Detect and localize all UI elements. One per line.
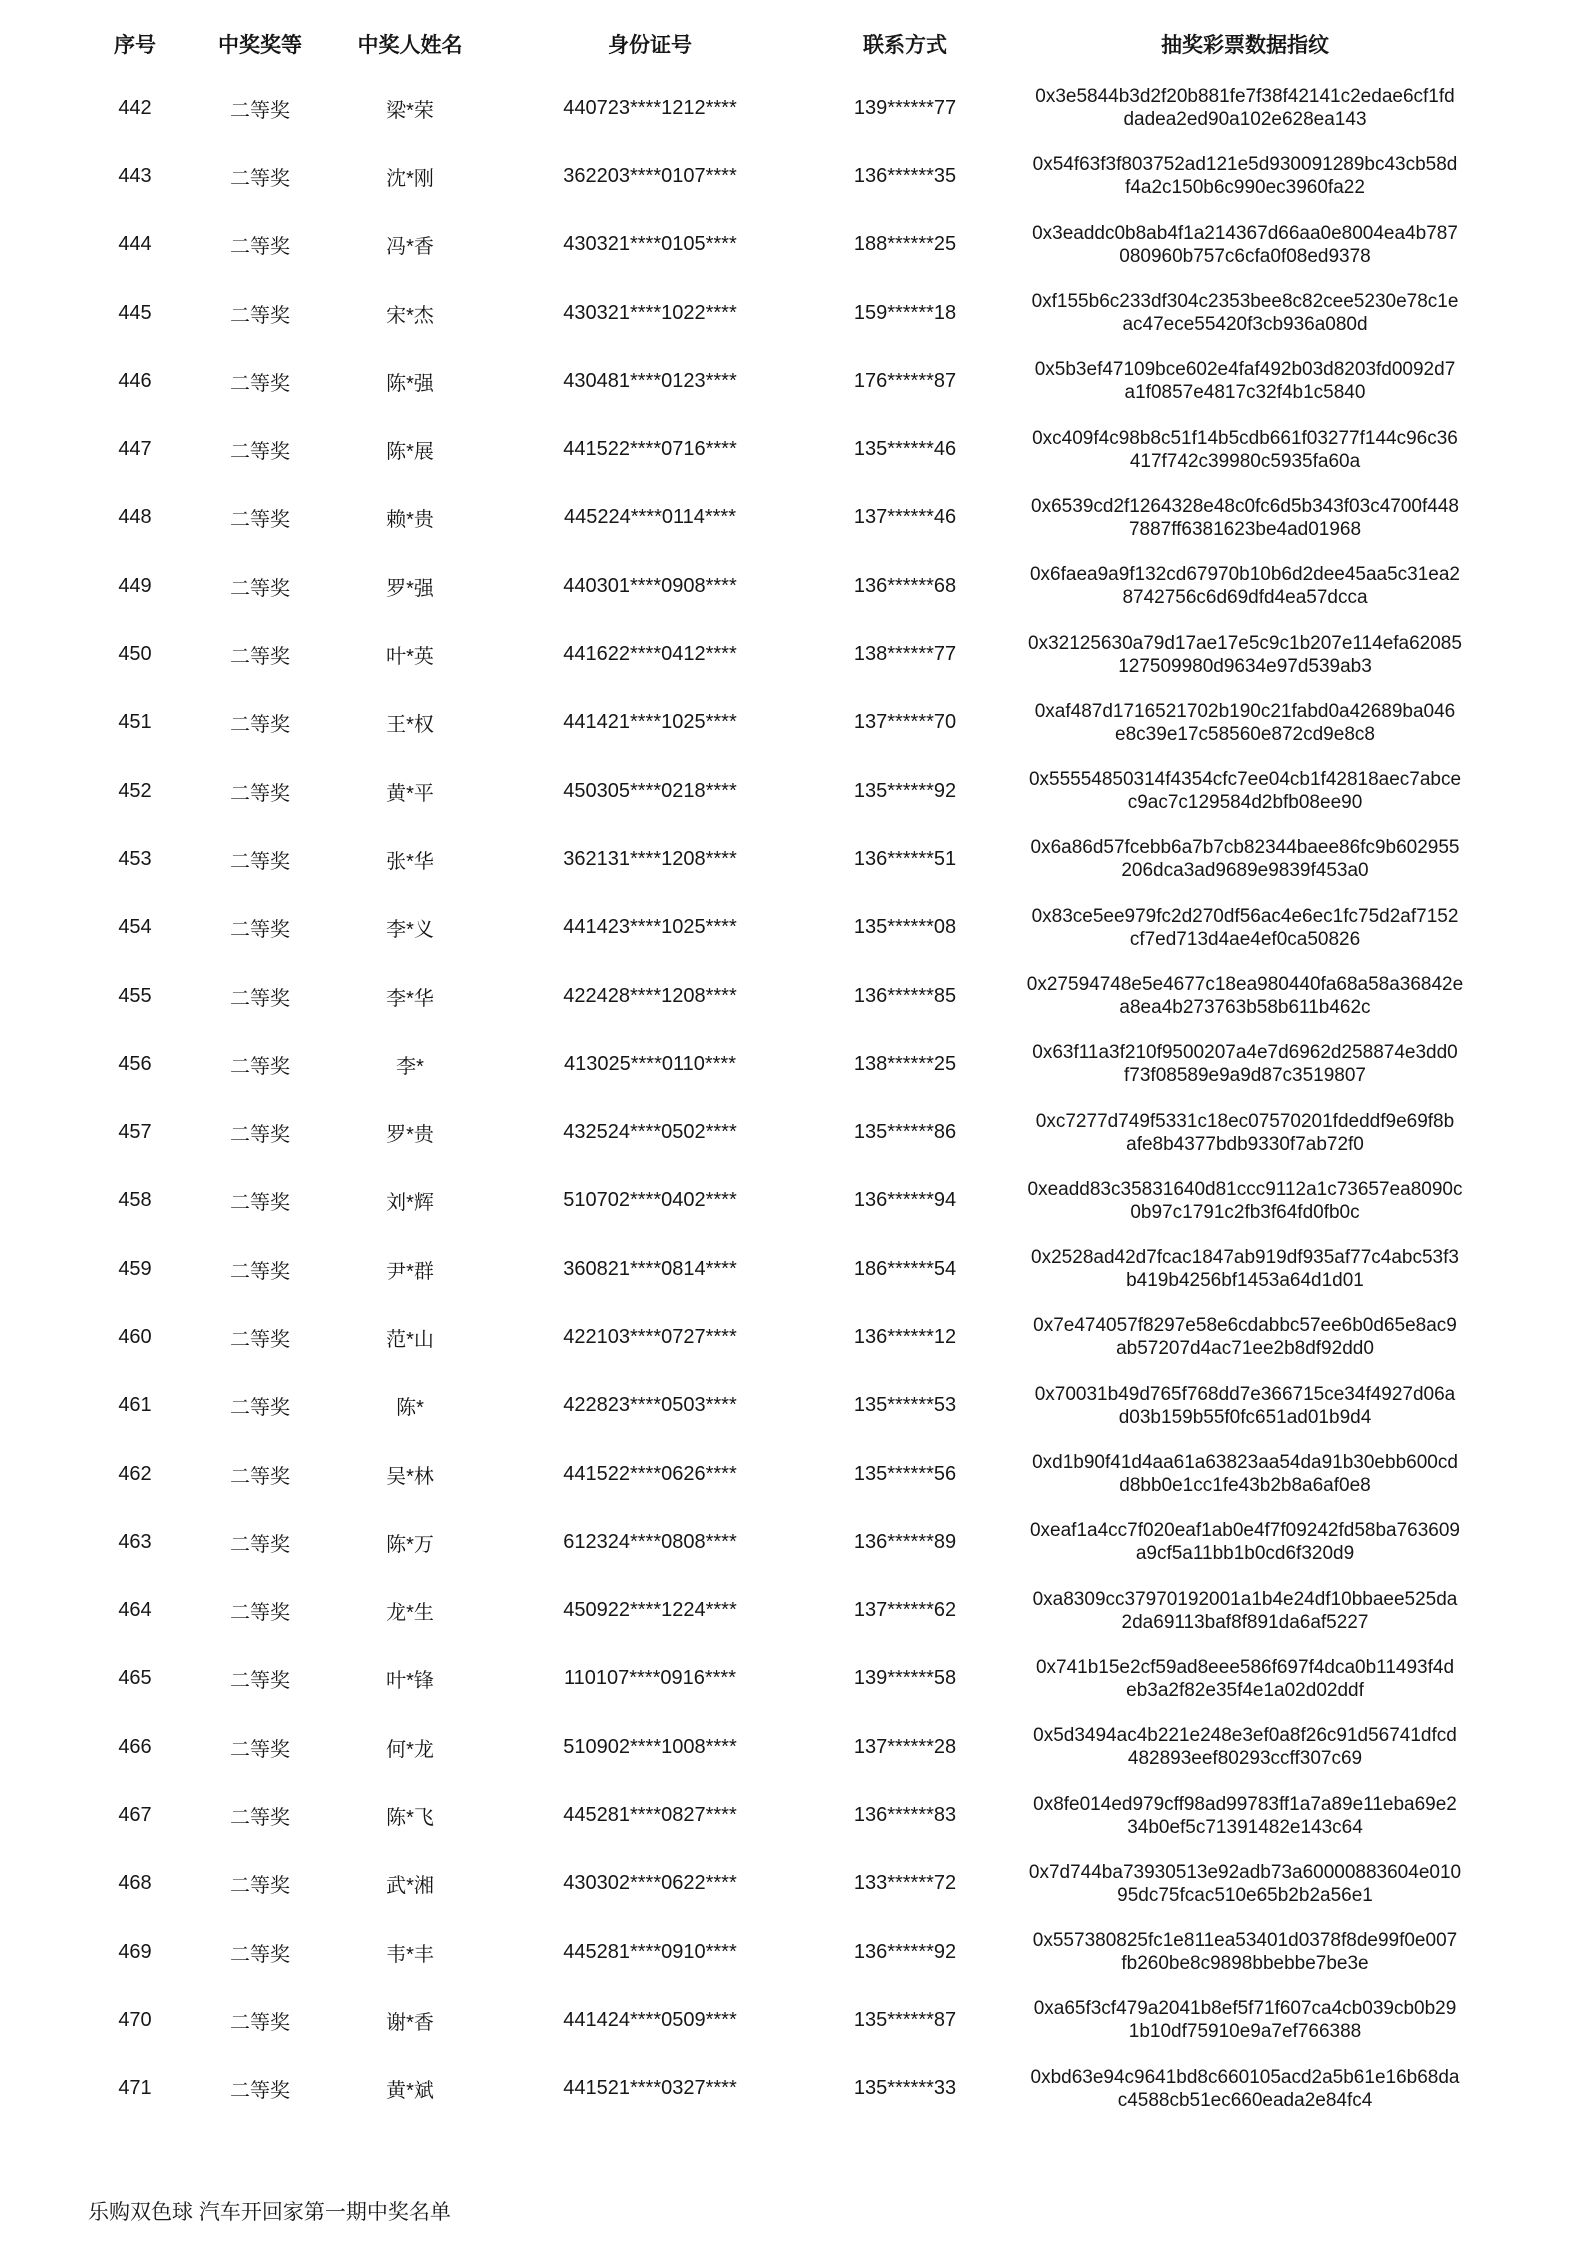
ticket-fingerprint-cell [1020, 1440, 1470, 1508]
serial-number-cell: 459 [118, 1257, 152, 1280]
ticket-fingerprint-cell [1020, 1235, 1470, 1303]
ticket-fingerprint-cell [1020, 142, 1470, 210]
ticket-fingerprint-line: a9cf5a11bb1b0cd6f320d9 [1135, 1543, 1355, 1565]
contact-cell: 138******25 [853, 1052, 957, 1075]
ticket-fingerprint-line: eb3a2f82e35f4e1a02d02ddf [1126, 1679, 1364, 1701]
winner-name-cell: 吴*林 [386, 1465, 434, 1488]
winner-name-cell: 张*华 [386, 850, 434, 873]
ticket-fingerprint-line: 0x6a86d57fcebb6a7b7cb82344baee86fc9b602955 [1030, 837, 1460, 859]
ticket-fingerprint-cell [1020, 1713, 1470, 1781]
ticket-fingerprint-cell [1020, 1508, 1470, 1576]
prize-level-cell: 二等奖 [230, 646, 290, 669]
prize-level-cell: 二等奖 [230, 236, 290, 259]
id-number-cell: 110107****0916**** [563, 1667, 736, 1690]
contact-cell: 159******18 [853, 301, 957, 324]
table-row [60, 211, 1470, 279]
ticket-fingerprint-line: f4a2c150b6c990ec3960fa22 [1125, 177, 1365, 199]
contact-cell: 136******85 [853, 984, 957, 1007]
ticket-fingerprint-line: 0x63f11a3f210f9500207a4e7d6962d258874e3dd0 [1032, 1042, 1458, 1064]
ticket-fingerprint-line: d8bb0e1cc1fe43b2b8a6af0e8 [1119, 1475, 1371, 1497]
winner-name-cell: 陈*展 [386, 441, 434, 464]
serial-number-cell: 465 [118, 1667, 152, 1690]
id-number-cell: 430321****1022**** [563, 301, 737, 324]
serial-number-cell: 449 [118, 574, 152, 597]
ticket-fingerprint-cell [1020, 894, 1470, 962]
contact-cell: 135******87 [853, 2008, 957, 2031]
ticket-fingerprint-line: afe8b4377bdb9330f7ab72f0 [1126, 1133, 1364, 1155]
ticket-fingerprint-line: 0x6faea9a9f132cd67970b10b6d2dee45aa5c31ea2 [1029, 564, 1461, 586]
prize-level-cell: 二等奖 [230, 1328, 290, 1351]
winners-table-header [60, 14, 1470, 74]
ticket-fingerprint-cell [1020, 1303, 1470, 1371]
contact-cell: 135******08 [853, 916, 957, 939]
id-number-cell: 445281****0910**** [563, 1940, 737, 1963]
serial-number-cell: 450 [118, 643, 152, 666]
contact-cell: 136******92 [853, 1940, 957, 1963]
serial-number-cell: 448 [118, 506, 152, 529]
winners-table-body [60, 74, 1470, 2123]
prize-level-cell: 二等奖 [230, 850, 290, 873]
serial-number-cell: 469 [118, 1940, 152, 1963]
serial-number-cell: 443 [118, 164, 152, 187]
contact-cell: 138******77 [853, 643, 957, 666]
prize-level-cell: 二等奖 [230, 372, 290, 395]
contact-cell: 188******25 [853, 233, 957, 256]
ticket-fingerprint-line: 0x7d744ba73930513e92adb73a60000883604e010 [1028, 1861, 1462, 1883]
id-number-cell: 362203****0107**** [563, 164, 737, 187]
serial-number-cell: 458 [118, 1189, 152, 1212]
table-row [60, 1508, 1470, 1576]
serial-number-cell: 470 [118, 2008, 152, 2031]
ticket-fingerprint-line: 0x32125630a79d17ae17e5c9c1b207e114efa62085 [1028, 632, 1462, 654]
id-number-cell: 413025****0110**** [563, 1052, 736, 1075]
ticket-fingerprint-line: 95dc75fcac510e65b2b2a56e1 [1117, 1884, 1373, 1906]
ticket-fingerprint-line: c4588cb51ec660eada2e84fc4 [1117, 2089, 1373, 2111]
footer-list-title: 乐购双色球 汽车开回家第一期中奖名单 [88, 2201, 451, 2224]
prize-level-cell: 二等奖 [230, 577, 290, 600]
header-prize-level: 中奖奖等 [218, 34, 302, 57]
prize-level-cell: 二等奖 [230, 1397, 290, 1420]
winner-name-cell: 何*龙 [386, 1738, 434, 1761]
prize-level-cell: 二等奖 [230, 714, 290, 737]
ticket-fingerprint-line: d03b159b55f0fc651ad01b9d4 [1118, 1406, 1372, 1428]
winner-name-cell: 沈*刚 [386, 167, 434, 190]
header-row [60, 14, 1470, 74]
winner-name-cell: 宋*杰 [386, 304, 434, 327]
id-number-cell: 432524****0502**** [563, 1121, 737, 1144]
id-number-cell: 612324****0808**** [563, 1530, 737, 1553]
ticket-fingerprint-cell [1020, 1850, 1470, 1918]
serial-number-cell: 446 [118, 369, 152, 392]
ticket-fingerprint-cell [1020, 1781, 1470, 1849]
table-row [60, 1850, 1470, 1918]
contact-cell: 133******72 [853, 1872, 957, 1895]
ticket-fingerprint-line: 0xaf487d1716521702b190c21fabd0a42689ba046 [1034, 700, 1456, 722]
prize-level-cell: 二等奖 [230, 919, 290, 942]
contact-cell: 136******83 [853, 1804, 957, 1827]
contact-cell: 135******56 [853, 1462, 957, 1485]
table-row [60, 279, 1470, 347]
prize-level-cell: 二等奖 [230, 1738, 290, 1761]
ticket-fingerprint-line: 0x5d3494ac4b221e248e3ef0a8f26c91d56741dfcd [1033, 1725, 1457, 1747]
ticket-fingerprint-line: 0xf155b6c233df304c2353bee8c82cee5230e78c1e [1031, 291, 1459, 313]
serial-number-cell: 455 [118, 984, 152, 1007]
ticket-fingerprint-cell [1020, 825, 1470, 893]
winner-name-cell: 尹*群 [386, 1260, 434, 1283]
table-row [60, 1167, 1470, 1235]
ticket-fingerprint-line: 0x8fe014ed979cff98ad99783ff1a7a89e11eba69e2 [1033, 1793, 1457, 1815]
ticket-fingerprint-line: a8ea4b273763b58b611b462c [1119, 997, 1371, 1018]
ticket-fingerprint-line: 2da69113baf8f891da6af5227 [1121, 1611, 1369, 1633]
ticket-fingerprint-cell [1020, 1577, 1470, 1645]
ticket-fingerprint-line: 0x70031b49d765f768dd7e366715ce34f4927d06a [1034, 1383, 1456, 1405]
prize-level-cell: 二等奖 [230, 1943, 290, 1966]
table-row [60, 1577, 1470, 1645]
ticket-fingerprint-line: 0xeaf1a4cc7f020eaf1ab0e4f7f09242fd58ba763609 [1029, 1520, 1460, 1542]
id-number-cell: 430481****0123**** [563, 369, 737, 392]
winners-table [60, 14, 1470, 2123]
ticket-fingerprint-line: 0x27594748e5e4677c18ea980440fa68a58a36842e [1026, 974, 1464, 995]
ticket-fingerprint-cell [1020, 552, 1470, 620]
ticket-fingerprint-line: 0x2528ad42d7fcac1847ab919df935af77c4abc53f3 [1031, 1247, 1459, 1269]
ticket-fingerprint-line: 206dca3ad9689e9839f453a0 [1121, 860, 1369, 882]
table-row [60, 1781, 1470, 1849]
header-serial-number: 序号 [114, 34, 156, 57]
ticket-fingerprint-line: 0x5b3ef47109bce602e4faf492b03d8203fd0092d7 [1034, 359, 1456, 381]
contact-cell: 136******94 [853, 1189, 957, 1212]
serial-number-cell: 454 [118, 916, 152, 939]
ticket-fingerprint-line: 0x557380825fc1e811ea53401d0378f8de99f0e007 [1032, 1930, 1458, 1952]
table-row [60, 689, 1470, 757]
winner-name-cell: 陈*飞 [386, 1807, 434, 1830]
contact-cell: 136******68 [853, 574, 957, 597]
prize-level-cell: 二等奖 [230, 1602, 290, 1625]
prize-level-cell: 二等奖 [230, 987, 290, 1010]
ticket-fingerprint-cell [1020, 1986, 1470, 2054]
contact-cell: 137******46 [853, 506, 957, 529]
ticket-fingerprint-cell [1020, 1167, 1470, 1235]
ticket-fingerprint-cell [1020, 279, 1470, 347]
ticket-fingerprint-line: 8742756c6d69dfd4ea57dcca [1122, 587, 1368, 609]
winner-name-cell: 赖*贵 [386, 509, 434, 532]
ticket-fingerprint-line: f73f08589e9a9d87c3519807 [1124, 1065, 1366, 1087]
table-row [60, 894, 1470, 962]
prize-level-cell: 二等奖 [230, 1192, 290, 1215]
ticket-fingerprint-cell [1020, 484, 1470, 552]
ticket-fingerprint-line: e8c39e17c58560e872cd9e8c8 [1115, 723, 1375, 745]
contact-cell: 139******77 [853, 96, 957, 119]
contact-cell: 135******46 [853, 438, 957, 461]
winner-name-cell: 龙*生 [386, 1602, 434, 1625]
serial-number-cell: 464 [118, 1599, 152, 1622]
ticket-fingerprint-line: 0xc409f4c98b8c51f14b5cdb661f03277f144c96c36 [1032, 427, 1458, 449]
id-number-cell: 445224****0114**** [563, 506, 736, 529]
table-row [60, 2055, 1470, 2123]
winner-name-cell: 刘*辉 [386, 1192, 434, 1215]
table-row [60, 1303, 1470, 1371]
id-number-cell: 441521****0327**** [563, 2077, 737, 2100]
winner-name-cell: 冯*香 [386, 236, 434, 259]
serial-number-cell: 442 [118, 96, 152, 119]
ticket-fingerprint-line: dadea2ed90a102e628ea143 [1123, 109, 1367, 131]
contact-cell: 186******54 [853, 1257, 957, 1280]
serial-number-cell: 451 [118, 711, 152, 734]
id-number-cell: 510902****1008**** [563, 1735, 737, 1758]
prize-level-cell: 二等奖 [230, 2080, 290, 2103]
contact-cell: 137******70 [853, 711, 957, 734]
contact-cell: 135******53 [853, 1394, 957, 1417]
prize-level-cell: 二等奖 [230, 167, 290, 190]
ticket-fingerprint-line: 1b10df75910e9a7ef766388 [1128, 2021, 1362, 2043]
prize-level-cell: 二等奖 [230, 1533, 290, 1556]
id-number-cell: 450305****0218**** [563, 779, 737, 802]
ticket-fingerprint-line: 0xd1b90f41d4aa61a63823aa54da91b30ebb600cd [1032, 1452, 1458, 1474]
table-row [60, 1030, 1470, 1098]
table-row [60, 962, 1470, 1030]
prize-level-cell: 二等奖 [230, 1260, 290, 1283]
contact-cell: 136******51 [853, 847, 957, 870]
ticket-fingerprint-cell [1020, 1918, 1470, 1986]
ticket-fingerprint-line: 0xc7277d749f5331c18ec07570201fdeddf9e69f8b [1035, 1110, 1455, 1132]
prize-level-cell: 二等奖 [230, 1875, 290, 1898]
id-number-cell: 440723****1212**** [563, 96, 737, 119]
id-number-cell: 441423****1025**** [563, 916, 737, 939]
winner-name-cell: 叶*锋 [386, 1670, 434, 1693]
contact-cell: 139******58 [853, 1667, 957, 1690]
ticket-fingerprint-cell [1020, 415, 1470, 483]
winner-name-cell: 黄*平 [386, 782, 434, 805]
winner-name-cell: 罗*强 [386, 577, 434, 600]
ticket-fingerprint-line: 7887ff6381623be4ad01968 [1128, 518, 1362, 540]
prize-level-cell: 二等奖 [230, 99, 290, 122]
ticket-fingerprint-cell [1020, 1372, 1470, 1440]
serial-number-cell: 463 [118, 1530, 152, 1553]
winner-name-cell: 武*湘 [386, 1875, 434, 1898]
id-number-cell: 360821****0814**** [563, 1257, 737, 1280]
prize-level-cell: 二等奖 [230, 1807, 290, 1830]
winner-name-cell: 黄*斌 [386, 2080, 434, 2103]
id-number-cell: 440301****0908**** [563, 574, 737, 597]
prize-level-cell: 二等奖 [230, 1124, 290, 1147]
winner-name-cell: 梁*荣 [386, 99, 434, 122]
id-number-cell: 430302****0622**** [563, 1872, 737, 1895]
contact-cell: 135******33 [853, 2077, 957, 2100]
ticket-fingerprint-line: 0xbd63e94c9641bd8c660105acd2a5b61e16b68da [1030, 2066, 1460, 2088]
ticket-fingerprint-line: 0xeadd83c35831640d81ccc9112a1c73657ea8090c [1027, 1178, 1463, 1200]
winner-name-cell: 李* [396, 1055, 424, 1078]
table-row [60, 74, 1470, 142]
ticket-fingerprint-cell [1020, 1030, 1470, 1098]
table-row [60, 415, 1470, 483]
serial-number-cell: 467 [118, 1804, 152, 1827]
serial-number-cell: 452 [118, 779, 152, 802]
table-row [60, 1713, 1470, 1781]
prize-level-cell: 二等奖 [230, 1055, 290, 1078]
id-number-cell: 441622****0412**** [563, 643, 737, 666]
winner-name-cell: 叶*英 [386, 646, 434, 669]
table-row [60, 757, 1470, 825]
table-row [60, 1235, 1470, 1303]
ticket-fingerprint-cell [1020, 689, 1470, 757]
ticket-fingerprint-line: b419b4256bf1453a64d1d01 [1126, 1270, 1364, 1292]
id-number-cell: 441522****0626**** [563, 1462, 737, 1485]
prize-level-cell: 二等奖 [230, 1465, 290, 1488]
winner-name-cell: 陈*万 [386, 1533, 434, 1556]
contact-cell: 136******12 [853, 1325, 957, 1348]
serial-number-cell: 444 [118, 233, 152, 256]
ticket-fingerprint-line: 080960b757c6cfa0f08ed9378 [1119, 245, 1371, 267]
winner-name-cell: 谢*香 [386, 2011, 434, 2034]
table-row [60, 1918, 1470, 1986]
table-row [60, 1372, 1470, 1440]
ticket-fingerprint-line: a1f0857e4817c32f4b1c5840 [1124, 382, 1366, 404]
ticket-fingerprint-line: 0x7e474057f8297e58e6cdabbc57ee6b0d65e8ac9 [1033, 1315, 1457, 1337]
serial-number-cell: 456 [118, 1052, 152, 1075]
table-row [60, 1440, 1470, 1508]
ticket-fingerprint-line: 0b97c1791c2fb3f64fd0fb0c [1130, 1201, 1360, 1223]
ticket-fingerprint-line: cf7ed713d4ae4ef0ca50826 [1129, 928, 1361, 950]
ticket-fingerprint-line: 0x83ce5ee979fc2d270df56ac4e6ec1fc75d2af7152 [1031, 905, 1459, 927]
header-ticket-fingerprint: 抽奖彩票数据指纹 [1161, 34, 1329, 57]
ticket-fingerprint-cell [1020, 757, 1470, 825]
ticket-fingerprint-line: c9ac7c129584d2bfb08ee90 [1127, 792, 1363, 814]
ticket-fingerprint-line: 127509980d9634e97d539ab3 [1118, 655, 1372, 677]
ticket-fingerprint-line: 0x54f63f3f803752ad121e5d930091289bc43cb58d [1032, 154, 1458, 176]
contact-cell: 176******87 [853, 369, 957, 392]
table-row [60, 1986, 1470, 2054]
contact-cell: 137******62 [853, 1599, 957, 1622]
ticket-fingerprint-line: 0xa8309cc37970192001a1b4e24df10bbaee525da [1032, 1588, 1458, 1610]
ticket-fingerprint-line: 0xa65f3cf479a2041b8ef5f71f607ca4cb039cb0b29 [1033, 1998, 1457, 2020]
prize-level-cell: 二等奖 [230, 509, 290, 532]
id-number-cell: 441424****0509**** [563, 2008, 737, 2031]
id-number-cell: 441421****1025**** [563, 711, 737, 734]
contact-cell: 136******89 [853, 1530, 957, 1553]
ticket-fingerprint-cell [1020, 347, 1470, 415]
header-id-number: 身份证号 [608, 34, 692, 57]
ticket-fingerprint-cell [1020, 211, 1470, 279]
table-row [60, 620, 1470, 688]
table-row [60, 142, 1470, 210]
ticket-fingerprint-line: 482893eef80293ccff307c69 [1127, 1748, 1363, 1770]
id-number-cell: 422428****1208**** [563, 984, 737, 1007]
winner-name-cell: 范*山 [386, 1328, 434, 1351]
winner-name-cell: 陈* [396, 1397, 424, 1420]
header-contact: 联系方式 [863, 34, 947, 57]
ticket-fingerprint-line: 0x3e5844b3d2f20b881fe7f38f42141c2edae6cf1fd [1035, 86, 1455, 108]
ticket-fingerprint-line: 0x741b15e2cf59ad8eee586f697f4dca0b11493f4d [1035, 1656, 1455, 1678]
serial-number-cell: 445 [118, 301, 152, 324]
ticket-fingerprint-cell [1020, 2055, 1470, 2123]
serial-number-cell: 461 [118, 1394, 152, 1417]
id-number-cell: 441522****0716**** [563, 438, 737, 461]
prize-level-cell: 二等奖 [230, 782, 290, 805]
table-row [60, 347, 1470, 415]
id-number-cell: 430321****0105**** [563, 233, 737, 256]
serial-number-cell: 457 [118, 1121, 152, 1144]
winner-name-cell: 陈*强 [386, 372, 434, 395]
id-number-cell: 422103****0727**** [563, 1325, 737, 1348]
prize-level-cell: 二等奖 [230, 441, 290, 464]
prize-level-cell: 二等奖 [230, 2011, 290, 2034]
ticket-fingerprint-line: 417f742c39980c5935fa60a [1129, 450, 1361, 472]
id-number-cell: 450922****1224**** [563, 1599, 737, 1622]
table-row [60, 825, 1470, 893]
ticket-fingerprint-cell [1020, 962, 1470, 1030]
serial-number-cell: 462 [118, 1462, 152, 1485]
prize-level-cell: 二等奖 [230, 1670, 290, 1693]
contact-cell: 137******28 [853, 1735, 957, 1758]
winner-name-cell: 李*义 [386, 919, 434, 942]
ticket-fingerprint-cell [1020, 74, 1470, 142]
contact-cell: 135******92 [853, 779, 957, 802]
contact-cell: 136******35 [853, 164, 957, 187]
winner-name-cell: 韦*丰 [386, 1943, 434, 1966]
serial-number-cell: 447 [118, 438, 152, 461]
ticket-fingerprint-cell [1020, 620, 1470, 688]
ticket-fingerprint-cell [1020, 1098, 1470, 1166]
ticket-fingerprint-line: 0x3eaddc0b8ab4f1a214367d66aa0e8004ea4b787 [1032, 222, 1458, 244]
ticket-fingerprint-line: 0x55554850314f4354cfc7ee04cb1f42818aec7abce [1028, 769, 1462, 791]
table-row [60, 1645, 1470, 1713]
table-row [60, 552, 1470, 620]
ticket-fingerprint-cell [1020, 1645, 1470, 1713]
id-number-cell: 510702****0402**** [563, 1189, 737, 1212]
serial-number-cell: 453 [118, 847, 152, 870]
serial-number-cell: 460 [118, 1325, 152, 1348]
serial-number-cell: 471 [118, 2077, 152, 2100]
winner-name-cell: 李*华 [386, 987, 434, 1010]
winner-name-cell: 王*权 [386, 714, 434, 737]
id-number-cell: 445281****0827**** [563, 1804, 737, 1827]
table-row [60, 1098, 1470, 1166]
ticket-fingerprint-line: 34b0ef5c71391482e143c64 [1127, 1816, 1363, 1838]
table-row [60, 484, 1470, 552]
ticket-fingerprint-line: 0x6539cd2f1264328e48c0fc6d5b343f03c4700f448 [1031, 495, 1459, 517]
ticket-fingerprint-line: fb260be8c9898bbebbe7be3e [1121, 1953, 1369, 1975]
header-winner-name: 中奖人姓名 [357, 34, 463, 57]
id-number-cell: 422823****0503**** [563, 1394, 737, 1417]
prize-level-cell: 二等奖 [230, 304, 290, 327]
serial-number-cell: 468 [118, 1872, 152, 1895]
ticket-fingerprint-line: ab57207d4ac71ee2b8df92dd0 [1116, 1338, 1374, 1360]
serial-number-cell: 466 [118, 1735, 152, 1758]
ticket-fingerprint-line: ac47ece55420f3cb936a080d [1122, 314, 1368, 336]
id-number-cell: 362131****1208**** [563, 847, 737, 870]
contact-cell: 135******86 [853, 1121, 957, 1144]
winner-name-cell: 罗*贵 [386, 1124, 434, 1147]
